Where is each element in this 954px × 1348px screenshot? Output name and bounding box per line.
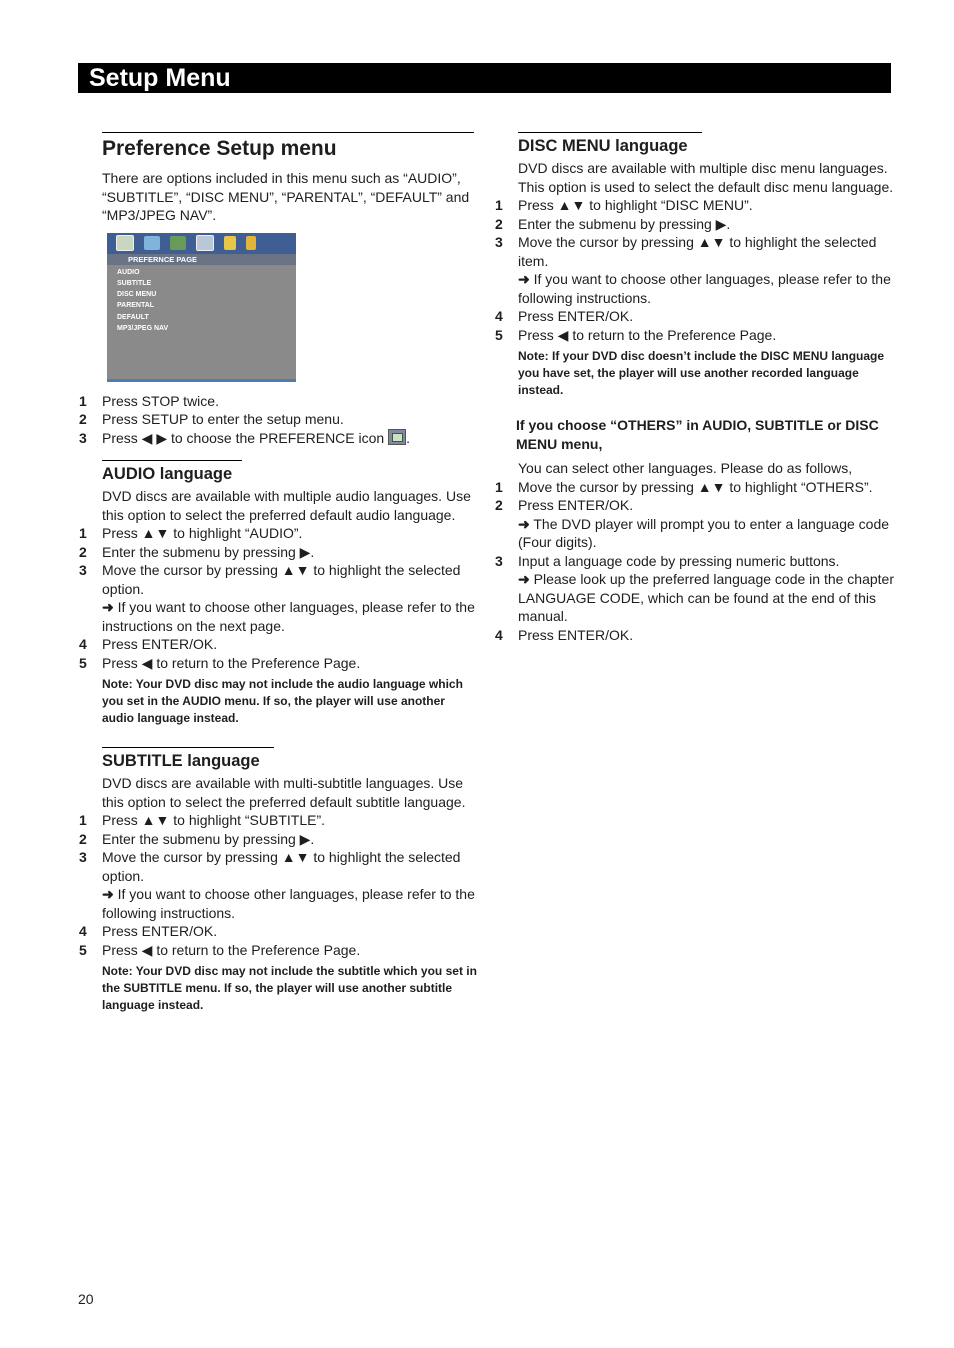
disc-menu-steps <box>494 196 894 344</box>
step-item <box>78 635 478 654</box>
step-item <box>78 830 478 849</box>
step-suffix: . <box>406 429 410 446</box>
left-column <box>78 132 478 1014</box>
screen-menu-item: AUDIO <box>117 268 140 276</box>
arrow-icon: ➜ <box>102 886 114 903</box>
subtitle-title: SUBTITLE language <box>102 752 260 771</box>
preference-icon <box>388 429 406 445</box>
step-item <box>494 552 894 626</box>
step-text: Press ENTER/OK. <box>518 308 634 324</box>
step-text: Move the cursor by pressing ▲▼ to highlight the selected option. <box>102 849 461 884</box>
step-number: 4 <box>495 626 503 643</box>
disc-menu-title: DISC MENU language <box>518 137 688 155</box>
step-detail: If you want to choose other languages, please refer to the following instructions. <box>518 271 891 306</box>
step-number: 3 <box>79 429 87 446</box>
arrow-icon: ➜ <box>102 599 114 615</box>
audio-intro: DVD discs are available with multiple audio languages. Use this option to select the preferred default audio language. <box>102 488 471 523</box>
step-text: Enter the submenu by pressing ▶. <box>102 830 315 847</box>
step-number: 5 <box>79 654 87 671</box>
screen-menu-list <box>107 265 296 335</box>
step-text: Press ▲▼ to highlight “DISC MENU”. <box>518 197 753 213</box>
step-text: Enter the submenu by pressing ▶. <box>102 543 315 560</box>
step-item <box>78 429 478 448</box>
step-number: 5 <box>495 326 503 343</box>
page-number: 20 <box>78 1291 94 1307</box>
step-text: Press ENTER/OK. <box>102 636 218 652</box>
step-item <box>494 326 894 345</box>
right-column <box>494 132 894 644</box>
screen-menu-item: DISC MENU <box>117 291 157 299</box>
heading-rule <box>102 747 274 748</box>
step-text: Press ◀ ▶ to choose the PREFERENCE icon <box>102 429 385 446</box>
step-number: 1 <box>495 478 503 495</box>
audio-note: Note: Your DVD disc may not include the audio language which you set in the AUDIO menu. If so, the player will use another audio language instead. <box>102 677 463 725</box>
step-item <box>78 848 478 922</box>
step-text: Press ◀ to return to the Preference Page. <box>518 326 777 343</box>
preference-title: Preference Setup menu <box>102 137 337 160</box>
arrow-icon: ➜ <box>518 515 530 532</box>
step-number: 3 <box>495 552 503 569</box>
step-number: 4 <box>495 308 503 324</box>
step-text: Move the cursor by pressing ▲▼ to highlight “OTHERS”. <box>518 478 873 495</box>
step-item <box>494 233 894 307</box>
step-number: 4 <box>79 636 87 652</box>
step-text: Press ▲▼ to highlight “AUDIO”. <box>102 525 303 541</box>
preference-steps <box>78 392 478 448</box>
general-setup-icon <box>116 235 134 251</box>
screen-icon-bar <box>107 233 296 254</box>
step-item <box>494 196 894 215</box>
screen-page-title: PREFERNCE PAGE <box>107 254 296 265</box>
step-item <box>78 524 478 543</box>
step-number: 4 <box>79 923 87 940</box>
screen-menu-item: DEFAULT <box>117 313 149 321</box>
subtitle-steps <box>78 811 478 959</box>
step-item <box>494 496 894 552</box>
step-number: 1 <box>79 812 87 829</box>
step-text: Press ◀ to return to the Preference Page. <box>102 654 361 671</box>
disc-menu-note: Note: If your DVD disc doesn’t include the DISC MENU language you have set, the player will use another recorded language instead. <box>518 349 885 397</box>
step-item <box>78 561 478 635</box>
step-detail: Please look up the preferred language code in the chapter LANGUAGE CODE, which can be found at the end of this manual. <box>518 571 894 625</box>
step-item <box>78 941 478 960</box>
step-number: 2 <box>79 543 87 560</box>
preference-page-screenshot <box>107 233 296 382</box>
step-item <box>494 215 894 234</box>
step-number: 5 <box>79 941 87 958</box>
arrow-icon: ➜ <box>518 271 530 287</box>
step-item <box>78 543 478 562</box>
subtitle-note: Note: Your DVD disc may not include the subtitle which you set in the SUBTITLE menu. If so, the player will use another subtitle language instead. <box>102 964 477 1012</box>
heading-rule <box>102 460 242 461</box>
password-lock-icon <box>224 236 236 250</box>
step-text: Press STOP twice. <box>102 392 219 409</box>
step-text: Move the cursor by pressing ▲▼ to highlight the selected item. <box>518 234 877 269</box>
step-item <box>494 478 894 497</box>
step-text: Press ENTER/OK. <box>518 626 634 643</box>
step-text: Input a language code by pressing numeric buttons. <box>518 552 840 569</box>
step-number: 2 <box>495 497 503 514</box>
audio-title: AUDIO language <box>102 465 233 483</box>
step-number: 1 <box>79 392 87 409</box>
heading-rule <box>102 132 474 133</box>
step-item <box>78 654 478 673</box>
section-banner: Setup Menu <box>78 63 891 93</box>
others-steps <box>494 478 894 645</box>
step-text: Move the cursor by pressing ▲▼ to highlight the selected option. <box>102 562 461 597</box>
screen-menu-item: MP3/JPEG NAV <box>117 324 169 332</box>
step-item <box>78 410 478 429</box>
step-number: 2 <box>495 215 503 232</box>
preference-icon <box>196 235 214 251</box>
step-number: 3 <box>495 234 503 250</box>
video-setup-icon <box>170 236 186 250</box>
audio-steps <box>78 524 478 672</box>
step-number: 1 <box>495 197 503 213</box>
step-text: Press ENTER/OK. <box>102 923 218 940</box>
subtitle-intro: DVD discs are available with multi-subtitle languages. Use this option to select the preferred default subtitle language. <box>102 775 466 810</box>
step-number: 3 <box>79 849 87 866</box>
disc-menu-intro: DVD discs are available with multiple disc menu languages. This option is used to select the default disc menu language. <box>518 160 894 195</box>
step-text: Press SETUP to enter the setup menu. <box>102 411 344 427</box>
screen-menu-item: SUBTITLE <box>117 279 152 287</box>
screen-menu-item: PARENTAL <box>117 302 155 310</box>
step-text: Press ▲▼ to highlight “SUBTITLE”. <box>102 812 326 829</box>
step-detail: The DVD player will prompt you to enter a language code (Four digits). <box>518 515 890 551</box>
step-item <box>78 922 478 941</box>
step-detail: If you want to choose other languages, please refer to the following instructions. <box>102 886 475 921</box>
step-text: Press ◀ to return to the Preference Page. <box>102 941 361 958</box>
step-text: Enter the submenu by pressing ▶. <box>518 215 731 232</box>
step-item <box>78 392 478 411</box>
step-number: 2 <box>79 411 87 427</box>
step-text: Press ENTER/OK. <box>518 497 634 514</box>
step-number: 1 <box>79 525 87 541</box>
step-detail: If you want to choose other languages, please refer to the instructions on the next page. <box>102 599 475 634</box>
arrow-icon: ➜ <box>518 571 530 588</box>
audio-setup-icon <box>144 236 160 250</box>
step-item <box>494 307 894 326</box>
step-item <box>494 626 894 645</box>
others-title: If you choose “OTHERS” in AUDIO, SUBTITLE or DISC MENU menu, <box>516 417 879 452</box>
exit-icon <box>246 236 256 250</box>
step-number: 2 <box>79 830 87 847</box>
others-intro: You can select other languages. Please do as follows, <box>518 460 853 477</box>
preference-intro: There are options included in this menu such as “AUDIO”, “SUBTITLE”, “DISC MENU”, “PARENTAL”, “DEFAULT” and “MP3/JPEG NAV”. <box>102 170 470 223</box>
step-number: 3 <box>79 562 87 578</box>
heading-rule <box>518 132 702 133</box>
step-item <box>78 811 478 830</box>
